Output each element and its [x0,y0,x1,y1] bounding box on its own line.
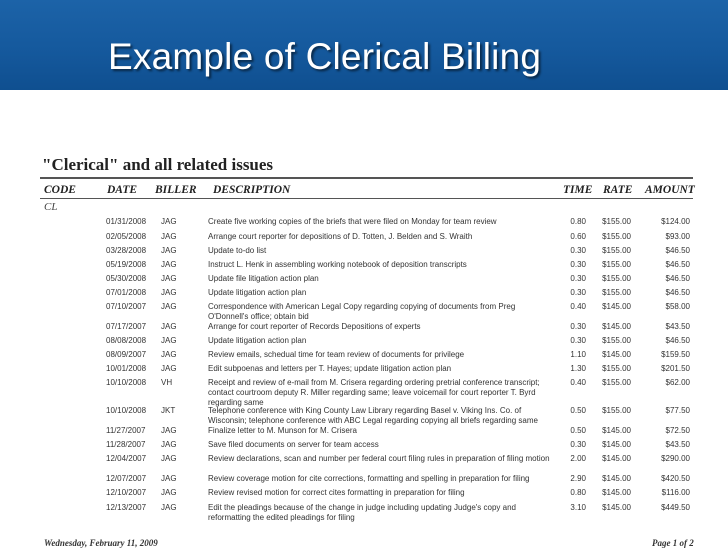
row-biller: JAG [161,246,177,255]
row-amount: $290.00 [661,454,690,463]
document-title: "Clerical" and all related issues [42,155,274,174]
row-biller: VH [161,378,173,387]
row-time: 0.80 [570,217,586,226]
row-description: Create five working copies of the briefs that were filed on Monday for team review [208,217,497,226]
table-row [0,503,728,523]
row-date: 08/09/2007 [106,350,147,359]
row-time: 0.50 [570,406,586,415]
row-description: Review revised motion for correct cites formatting in preparation for filing [208,488,465,497]
row-rate: $155.00 [602,406,631,415]
row-time: 2.00 [570,454,586,463]
row-date: 10/10/2008 [106,378,147,387]
row-biller: JAG [161,350,177,359]
row-time: 3.10 [570,503,586,512]
row-time: 2.90 [570,474,586,483]
slide-title: Example of Clerical Billing [108,36,542,77]
row-time: 0.30 [570,274,586,283]
row-rate: $155.00 [602,246,631,255]
row-date: 02/05/2008 [106,232,147,241]
row-biller: JAG [161,488,177,497]
row-description: Review emails, schedual time for team review of documents for privilege [208,350,465,359]
row-amount: $62.00 [665,378,690,387]
row-biller: JAG [161,232,177,241]
row-amount: $72.50 [665,426,690,435]
row-rate: $155.00 [602,232,631,241]
row-biller: JAG [161,288,177,297]
row-rate: $145.00 [602,350,631,359]
row-description: Telephone conference with King County Law Library regarding Basel v. Viking Ins. Co. of Wisconsin; telephone conference with ABC Legal regarding copying all briefs regarding same [208,406,538,425]
footer-page: Page 1 of 2 [652,538,694,548]
header-time: TIME [563,184,593,196]
row-amount: $46.50 [665,246,690,255]
row-biller: JAG [161,217,177,226]
row-date: 12/04/2007 [106,454,147,463]
row-date: 12/07/2007 [106,474,147,483]
row-biller: JAG [161,260,177,269]
row-time: 0.30 [570,322,586,331]
row-rate: $155.00 [602,336,631,345]
row-date: 12/10/2007 [106,488,147,497]
row-date: 03/28/2008 [106,246,147,255]
row-description: Update to-do list [208,246,267,255]
row-date: 10/10/2008 [106,406,147,415]
row-rate: $155.00 [602,378,631,387]
row-description: Edit the pleadings because of the change in judge including updating Judge's copy and reformatting the edited pleadings for filing [208,503,516,522]
row-description: Update litigation action plan [208,336,307,345]
row-amount: $43.50 [665,322,690,331]
row-amount: $159.50 [661,350,690,359]
row-description: Receipt and review of e-mail from M. Crisera regarding ordering pretrial conference transcript; contact courtroom deputy R. Miller regarding same; leave voicemail for court reporter T. Byrd regarding same [208,378,540,407]
title-banner [0,0,728,90]
table-row [0,406,728,426]
row-amount: $124.00 [661,217,690,226]
header-biller: BILLER [155,184,197,196]
row-time: 1.30 [570,364,586,373]
row-rate: $145.00 [602,488,631,497]
row-rate: $145.00 [602,440,631,449]
row-time: 0.30 [570,260,586,269]
row-time: 0.40 [570,378,586,387]
row-description: Arrange court reporter for depositions of D. Totten, J. Belden and S. Wraith [208,232,473,241]
row-amount: $93.00 [665,232,690,241]
row-rate: $155.00 [602,288,631,297]
row-description: Review declarations, scan and number per federal court filing rules in preparation of filing motion [208,454,550,463]
row-time: 0.30 [570,246,586,255]
row-amount: $46.50 [665,260,690,269]
row-date: 11/27/2007 [106,426,146,435]
row-amount: $46.50 [665,288,690,297]
row-description: Finalize letter to M. Munson for M. Crisera [208,426,357,435]
row-rate: $155.00 [602,217,631,226]
row-time: 0.80 [570,488,586,497]
row-amount: $77.50 [665,406,690,415]
row-biller: JAG [161,474,177,483]
header-code: CODE [44,184,76,196]
row-amount: $58.00 [665,302,690,311]
row-rate: $155.00 [602,364,631,373]
header-rule [40,198,693,199]
row-biller: JAG [161,440,177,449]
header-date: DATE [107,184,138,196]
row-amount: $46.50 [665,336,690,345]
row-amount: $449.50 [661,503,690,512]
row-time: 0.30 [570,440,586,449]
row-biller: JAG [161,322,177,331]
footer-date: Wednesday, February 11, 2009 [44,538,158,548]
row-rate: $155.00 [602,274,631,283]
row-date: 12/13/2007 [106,503,147,512]
row-date: 05/19/2008 [106,260,147,269]
row-biller: JAG [161,426,177,435]
row-time: 0.30 [570,288,586,297]
row-description: Update litigation action plan [208,288,307,297]
row-rate: $145.00 [602,474,631,483]
row-biller: JKT [161,406,176,415]
row-description: Instruct L. Henk in assembling working notebook of deposition transcripts [208,260,467,269]
row-date: 10/01/2008 [106,364,147,373]
row-date: 07/10/2007 [106,302,147,311]
row-biller: JAG [161,503,177,512]
row-description: Save filed documents on server for team access [208,440,379,449]
row-date: 07/01/2008 [106,288,147,297]
row-date: 11/28/2007 [106,440,146,449]
header-description: DESCRIPTION [213,184,291,196]
row-rate: $145.00 [602,322,631,331]
table-row [0,378,728,407]
row-description: Review coverage motion for cite corrections, formatting and spelling in preparation for filing [208,474,530,483]
title-rule [40,177,693,179]
row-description: Correspondence with American Legal Copy regarding copying of documents from Preg O'Donnell's office; obtain bid [208,302,516,321]
row-amount: $43.50 [665,440,690,449]
row-amount: $46.50 [665,274,690,283]
row-date: 08/08/2008 [106,336,147,345]
header-amount: AMOUNT [645,184,695,196]
row-date: 05/30/2008 [106,274,147,283]
row-time: 0.60 [570,232,586,241]
row-rate: $145.00 [602,426,631,435]
header-rate: RATE [603,184,633,196]
row-amount: $116.00 [661,488,690,497]
row-time: 0.50 [570,426,586,435]
row-description: Update file litigation action plan [208,274,319,283]
row-biller: JAG [161,364,177,373]
table-row [0,302,728,322]
row-time: 0.30 [570,336,586,345]
row-biller: JAG [161,454,177,463]
row-time: 1.10 [570,350,586,359]
row-rate: $145.00 [602,454,631,463]
row-rate: $155.00 [602,260,631,269]
row-rate: $145.00 [602,302,631,311]
row-date: 07/17/2007 [106,322,147,331]
row-amount: $420.50 [661,474,690,483]
row-biller: JAG [161,302,177,311]
row-amount: $201.50 [661,364,690,373]
table-row [0,454,728,474]
row-description: Edit subpoenas and letters per T. Hayes; update litigation action plan [208,364,452,373]
row-date: 01/31/2008 [106,217,147,226]
row-time: 0.40 [570,302,586,311]
row-description: Arrange for court reporter of Records Depositions of experts [208,322,421,331]
row-biller: JAG [161,274,177,283]
row-biller: JAG [161,336,177,345]
billing-code: CL [44,201,58,213]
row-rate: $145.00 [602,503,631,512]
